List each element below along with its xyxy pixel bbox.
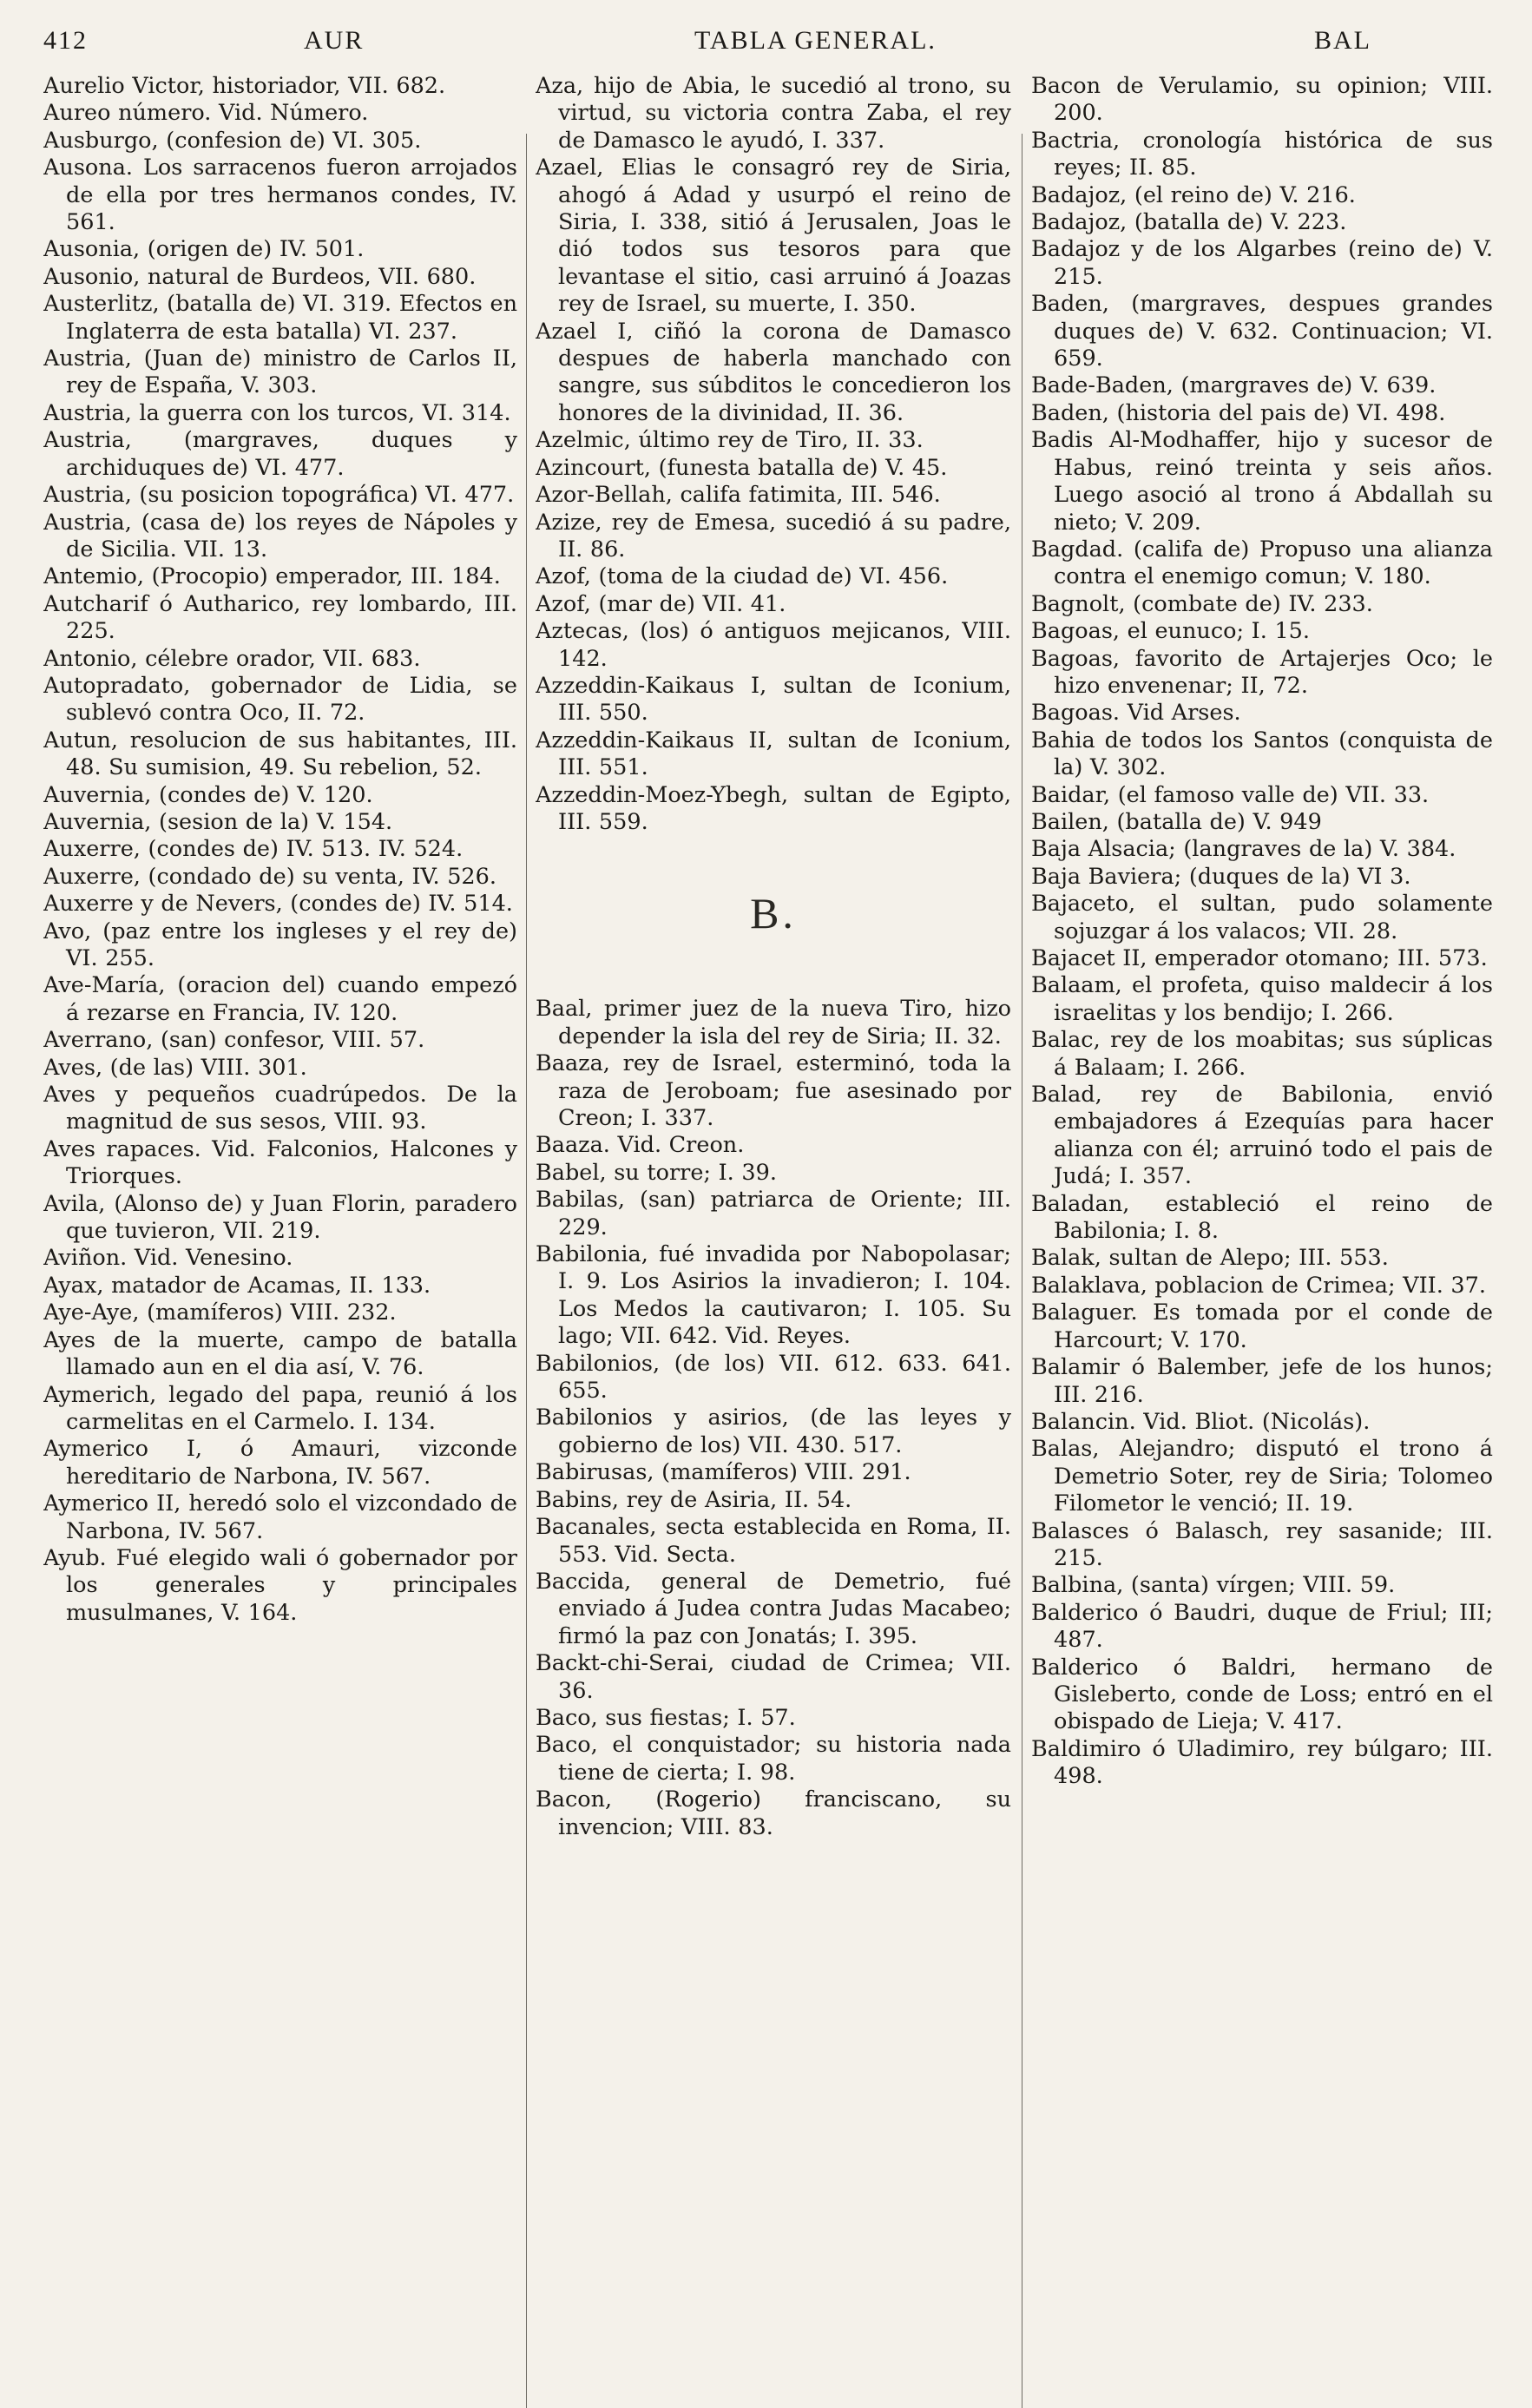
index-entry: Azzeddin-Kaikaus II, sultan de Iconium, III. 551.	[536, 727, 1011, 781]
index-entry: Austerlitz, (batalla de) VI. 319. Efectos en Inglaterra de esta batalla) VI. 237.	[43, 291, 517, 345]
running-header	[43, 19, 1493, 57]
index-entry: Ave-María, (oracion del) cuando empezó á rezarse en Francia, IV. 120.	[43, 972, 517, 1026]
index-entry: Aymerico II, heredó solo el vizcondado de Narbona, IV. 567.	[43, 1490, 517, 1544]
index-entry: Balaguer. Es tomada por el conde de Harcourt; V. 170.	[1031, 1299, 1493, 1353]
index-entry: Bacon de Verulamio, su opinion; VIII. 200.	[1031, 73, 1493, 127]
index-entry: Badis Al-Modhaffer, hijo y sucesor de Habus, reinó treinta y seis años. Luego asoció al trono á Abdallah su nieto; V. 209.	[1031, 427, 1493, 536]
index-entry: Aviñon. Vid. Venesino.	[43, 1245, 293, 1272]
index-entry: Austria, (casa de) los reyes de Nápoles y de Sicilia. VII. 13.	[43, 509, 517, 563]
index-entry: Baco, sus fiestas; I. 57.	[536, 1704, 796, 1731]
index-entry: Balaam, el profeta, quiso maldecir á los israelitas y los bendijo; I. 266.	[1031, 972, 1493, 1026]
index-entry: Baidar, (el famoso valle de) VII. 33.	[1031, 781, 1430, 808]
index-entry: Azor-Bellah, califa fatimita, III. 546.	[536, 482, 941, 509]
index-entry: Aza, hijo de Abia, le sucedió al trono, su virtud, su victoria contra Zaba, el rey de Damasco le ayudó, I. 337.	[536, 73, 1011, 154]
index-entry: Bagoas, el eunuco; I. 15.	[1031, 618, 1310, 645]
index-entry: Ausonia, (origen de) IV. 501.	[43, 236, 365, 263]
index-entry: Autun, resolucion de sus habitantes, III. 48. Su sumision, 49. Su rebelion, 52.	[43, 727, 517, 781]
index-entry: Babilas, (san) patriarca de Oriente; III. 229.	[536, 1187, 1011, 1240]
index-entry: Badajoz, (el reino de) V. 216.	[1031, 181, 1356, 208]
index-entry: Balac, rey de los moabitas; sus súplicas á Balaam; I. 266.	[1031, 1027, 1493, 1081]
index-entry: Azof, (toma de la ciudad de) VI. 456.	[536, 563, 949, 590]
index-entry: Ayax, matador de Acamas, II. 133.	[43, 1272, 431, 1299]
index-entry: Auxerre, (condado de) su venta, IV. 526.	[43, 863, 496, 890]
index-entry: Babins, rey de Asiria, II. 54.	[536, 1486, 852, 1513]
index-entry: Auxerre y de Nevers, (condes de) IV. 514.	[43, 891, 513, 918]
index-entry: Aztecas, (los) ó antiguos mejicanos, VIII. 142.	[536, 618, 1011, 672]
column-2	[536, 73, 1011, 2365]
index-entry: Baldimiro ó Uladimiro, rey búlgaro; III. 498.	[1031, 1735, 1493, 1790]
index-entry: Bagoas, favorito de Artajerjes Oco; le hizo envenenar; II, 72.	[1031, 645, 1493, 699]
index-entry: Balasces ó Balasch, rey sasanide; III. 215.	[1031, 1517, 1493, 1571]
index-entry: Averrano, (san) confesor, VIII. 57.	[43, 1027, 425, 1054]
page-title: TABLA GENERAL.	[694, 26, 937, 55]
index-entry: Aves, (de las) VIII. 301.	[43, 1054, 307, 1081]
index-entry: Azael, Elias le consagró rey de Siria, ahogó á Adad y usurpó el reino de Siria, I. 338, sitió á Jerusalen, Joas le dió todos sus tesoros para que levantase el sitio, casi arruinó á Joazas rey de Israel, su muerte, I. 350.	[536, 155, 1011, 318]
index-page	[43, 19, 1493, 2380]
index-entry: Babilonios, (de los) VII. 612. 633. 641. 655.	[536, 1350, 1011, 1405]
index-entry: Aves rapaces. Vid. Falconios, Halcones y Triorques.	[43, 1135, 517, 1190]
index-entry: Aye-Aye, (mamíferos) VIII. 232.	[43, 1299, 397, 1326]
left-guide-word: AUR	[304, 26, 365, 55]
index-entry: Balas, Alejandro; disputó el trono á Demetrio Soter, rey de Siria; Tolomeo Filometor le venció; II. 19.	[1031, 1436, 1493, 1517]
index-entry: Baaza. Vid. Creon.	[536, 1132, 745, 1159]
index-entry: Baja Baviera; (duques de la) VI 3.	[1031, 863, 1411, 890]
index-entry: Aymerico I, ó Amauri, vizconde hereditario de Narbona, IV. 567.	[43, 1436, 517, 1490]
index-entry: Antemio, (Procopio) emperador, III. 184.	[43, 563, 501, 590]
index-entry: Babirusas, (mamíferos) VIII. 291.	[536, 1459, 911, 1486]
index-entry: Baden, (historia del pais de) VI. 498.	[1031, 399, 1446, 426]
index-entry: Azelmic, último rey de Tiro, II. 33.	[536, 427, 924, 454]
index-entry: Azael I, ciñó la corona de Damasco despues de haberla manchado con sangre, sus súbditos le concedieron los honores de la divinidad, II. 36.	[536, 318, 1011, 426]
index-entry: Bacanales, secta establecida en Roma, II. 553. Vid. Secta.	[536, 1514, 1011, 1568]
index-entry: Babel, su torre; I. 39.	[536, 1159, 777, 1186]
column-1	[43, 73, 517, 2365]
index-entry: Austria, la guerra con los turcos, VI. 314.	[43, 399, 511, 426]
index-entry: Auvernia, (sesion de la) V. 154.	[43, 808, 393, 835]
index-entry: Bahia de todos los Santos (conquista de la) V. 302.	[1031, 727, 1493, 781]
index-entry: Autcharif ó Autharico, rey lombardo, III. 225.	[43, 590, 517, 645]
index-entry: Aves y pequeños cuadrúpedos. De la magnitud de sus sesos, VIII. 93.	[43, 1082, 517, 1135]
index-entry: Aureo número. Vid. Número.	[43, 100, 369, 127]
index-entry: Balak, sultan de Alepo; III. 553.	[1031, 1245, 1389, 1272]
index-entry: Auxerre, (condes de) IV. 513. IV. 524.	[43, 836, 464, 863]
column-3	[1031, 73, 1493, 2365]
index-entry: Baal, primer juez de la nueva Tiro, hizo depender la isla del rey de Siria; II. 32.	[536, 996, 1011, 1049]
index-entry: Badajoz y de los Algarbes (reino de) V. 215.	[1031, 236, 1493, 290]
index-entry: Auvernia, (condes de) V. 120.	[43, 781, 373, 808]
index-entry: Bagoas. Vid Arses.	[1031, 700, 1241, 727]
index-entry: Baco, el conquistador; su historia nada tiene de cierta; I. 98.	[536, 1732, 1011, 1786]
index-entry: Bactria, cronología histórica de sus reyes; II. 85.	[1031, 127, 1493, 181]
index-entry: Azzeddin-Moez-Ybegh, sultan de Egipto, III. 559.	[536, 781, 1011, 835]
index-entry: Azincourt, (funesta batalla de) V. 45.	[536, 454, 948, 481]
index-entry: Avo, (paz entre los ingleses y el rey de) VI. 255.	[43, 918, 517, 971]
index-entry: Balad, rey de Babilonia, envió embajadores á Ezequías para hacer alianza con él; arruinó todo el pais de Judá; I. 357.	[1031, 1082, 1493, 1190]
index-entry: Azof, (mar de) VII. 41.	[536, 590, 786, 617]
index-entry: Baccida, general de Demetrio, fué enviado á Judea contra Judas Macabeo; firmó la paz con Jonatás; I. 395.	[536, 1568, 1011, 1649]
index-entry: Ausona. Los sarracenos fueron arrojados de ella por tres hermanos condes, IV. 561.	[43, 155, 517, 236]
index-entry: Avila, (Alonso de) y Juan Florin, paradero que tuvieron, VII. 219.	[43, 1190, 517, 1245]
index-entry: Balbina, (santa) vírgen; VIII. 59.	[1031, 1572, 1396, 1599]
index-entry: Balderico ó Baudri, duque de Friul; III; 487.	[1031, 1599, 1493, 1654]
index-entry: Baja Alsacia; (langraves de la) V. 384.	[1031, 836, 1456, 863]
index-entry: Ayub. Fué elegido wali ó gobernador por los generales y principales musulmanes, V. 164.	[43, 1544, 517, 1626]
section-letter: B.	[750, 889, 797, 938]
index-entry: Babilonios y asirios, (de las leyes y gobierno de los) VII. 430. 517.	[536, 1405, 1011, 1458]
index-entry: Bade-Baden, (margraves de) V. 639.	[1031, 372, 1437, 399]
index-entry: Balancin. Vid. Bliot. (Nicolás).	[1031, 1408, 1371, 1435]
index-entry: Ayes de la muerte, campo de batalla llamado aun en el dia así, V. 76.	[43, 1326, 517, 1381]
index-columns	[43, 73, 1493, 2365]
index-entry: Ausburgo, (confesion de) VI. 305.	[43, 127, 422, 154]
index-entry: Aymerich, legado del papa, reunió á los carmelitas en el Carmelo. I. 134.	[43, 1381, 517, 1435]
index-entry: Bailen, (batalla de) V. 949	[1031, 808, 1322, 835]
index-entry: Baladan, estableció el reino de Babilonia; I. 8.	[1031, 1190, 1493, 1245]
index-entry: Bajaceto, el sultan, pudo solamente sojuzgar á los valacos; VII. 28.	[1031, 891, 1493, 944]
index-entry: Bacon, (Rogerio) franciscano, su invencion; VIII. 83.	[536, 1786, 1011, 1840]
index-entry: Baden, (margraves, despues grandes duques de) V. 632. Continuacion; VI. 659.	[1031, 291, 1493, 372]
index-entry: Bajacet II, emperador otomano; III. 573.	[1031, 945, 1488, 971]
index-entry: Balamir ó Balember, jefe de los hunos; III. 216.	[1031, 1354, 1493, 1408]
page-number: 412	[43, 26, 88, 55]
index-entry: Austria, (Juan de) ministro de Carlos II, rey de España, V. 303.	[43, 345, 517, 399]
index-entry: Balaklava, poblacion de Crimea; VII. 37.	[1031, 1272, 1486, 1299]
index-entry: Azize, rey de Emesa, sucedió á su padre, II. 86.	[536, 509, 1011, 563]
index-entry: Babilonia, fué invadida por Nabopolasar; I. 9. Los Asirios la invadieron; I. 104. Los Medos la cautivaron; I. 105. Su lago; VII. 642. Vid. Reyes.	[536, 1241, 1011, 1350]
column-2-bottom	[536, 996, 1011, 1841]
index-entry: Autopradato, gobernador de Lidia, se sublevó contra Oco, II. 72.	[43, 672, 517, 727]
index-entry: Badajoz, (batalla de) V. 223.	[1031, 209, 1347, 236]
index-entry: Ausonio, natural de Burdeos, VII. 680.	[43, 263, 477, 290]
index-entry: Backt-chi-Serai, ciudad de Crimea; VII. 36.	[536, 1650, 1011, 1704]
column-divider	[526, 134, 527, 2408]
column-2-top	[536, 73, 1011, 836]
index-entry: Austria, (margraves, duques y archiduques de) VI. 477.	[43, 427, 517, 481]
index-entry: Austria, (su posicion topográfica) VI. 477.	[43, 482, 515, 509]
right-guide-word: BAL	[1314, 26, 1371, 55]
index-entry: Balderico ó Baldri, hermano de Gisleberto, conde de Loss; entró en el obispado de Lieja; V. 417.	[1031, 1654, 1493, 1735]
index-entry: Bagdad. (califa de) Propuso una alianza contra el enemigo comun; V. 180.	[1031, 536, 1493, 590]
index-entry: Bagnolt, (combate de) IV. 233.	[1031, 590, 1373, 617]
index-entry: Baaza, rey de Israel, esterminó, toda la raza de Jeroboam; fue asesinado por Creon; I. 337.	[536, 1050, 1011, 1131]
index-entry: Antonio, célebre orador, VII. 683.	[43, 645, 421, 672]
index-entry: Azzeddin-Kaikaus I, sultan de Iconium, III. 550.	[536, 672, 1011, 727]
index-entry: Aurelio Victor, historiador, VII. 682.	[43, 73, 446, 99]
